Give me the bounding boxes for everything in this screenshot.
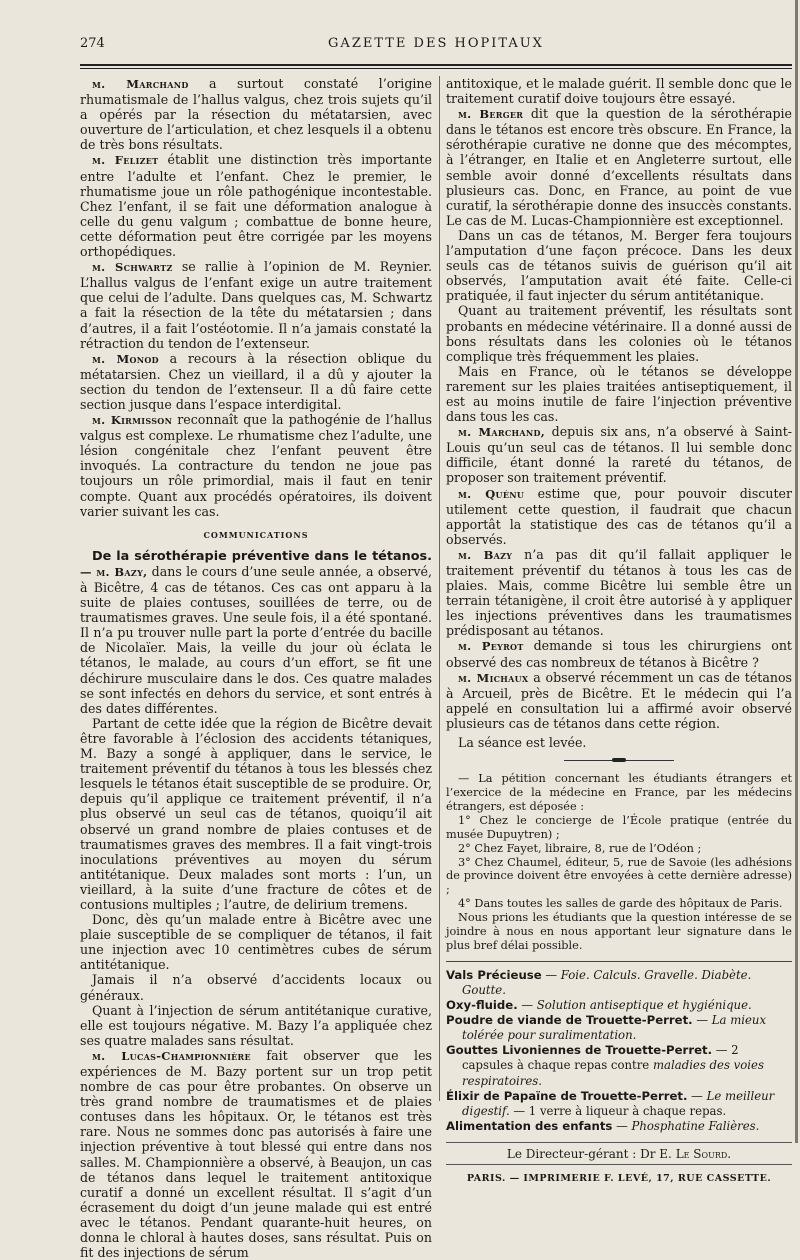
header-rule <box>80 64 792 66</box>
speaker-name: m. Bazy <box>458 547 513 562</box>
paragraph: m. Michaux a observé récemment un cas de tétanos à Arcueil, près de Bicêtre. Et le médecin qui l’a appelé en consultation lui a affirmé avoir observé plusieurs cas de tétanos dans cette région. <box>446 669 793 731</box>
advertisements <box>446 968 792 1134</box>
paragraph: m. Lucas-Championnière fait observer que les expériences de M. Bazy portent sur un trop petit nombre de cas pour être probantes. On observe un très grand nombre de traumatismes et de plaies contuses dans les hôpitaux. Or, le tétanos est très rare. Nous ne sommes donc pas autorisés à faire une injection préventive à tout blessé qui entre dans nos salles. M. Championnière a observé, à Beaujon, un cas de tétanos dans lequel le traitement antitoxique curatif a donné un excellent résultat. Il s’agit d’un écrasement du doigt d’un jeune malade qui est entré avec le tétanos. Pendant quarante-huit heures, on donna le chloral à hautes doses, sans résultat. Puis on fit des injections de sérum <box>80 1047 432 1260</box>
ads-separator <box>446 961 792 962</box>
speaker-name: — m. Bazy, <box>80 564 148 579</box>
paragraph: 1° Chez le concierge de l’École pratique (entrée du musée Dupuytren) ; <box>446 813 792 841</box>
speaker-name: m. Peyrot <box>458 639 524 654</box>
ad-description: La mieux tolérée pour suralimentation. <box>462 1013 767 1043</box>
page-edge <box>795 0 798 1143</box>
paragraph: Donc, dès qu’un malade entre à Bicêtre avec une plaie susceptible de se compliquer de tétanos, il fait une injection avec 10 centimètres cubes de sérum antitétanique. <box>80 912 432 973</box>
paragraph: Partant de cette idée que la région de Bicêtre devait être favorable à l’éclosion des accidents tétaniques, M. Bazy a songé à appliquer, dans le service, le traitement préventif du tétanos à tous les blessés chez lesquels le tétanos était susceptible de se produire. Or, depuis qu’il applique ce traitement préventif, il n’a plus observé un seul cas de tétanos, quoiqu’il ait observé un grand nombre de plaies contuses et de traumatismes graves des membres. Il a fait vingt-trois inoculations préventives au moyen du sérum antitétanique. Deux malades sont morts : l’un, un vieillard, à la suite d’une fracture de côtes et de contusions multiples ; l’autre, de delirium tremens. <box>80 715 432 912</box>
paragraph: De la sérothérapie préventive dans le tétanos.— m. Bazy, dans le cours d’une seule année, a observé, à Bicêtre, 4 cas de tétanos. Ces cas ont apparu à la suite de plaies contuses, souillées de terre, ou de traumatismes graves. Une seule fois, il a été spontané. Il n’a pu trouver nulle part la porte d’entrée du bacille de Nicolaïer. Mais, la veille du jour où éclata le tétanos, le malade, au cours d’un effort, se fit une déchirure musculaire dans le dos. Ces quatre malades se sont infectés en dehors du service, et sont entrés à des dates différentes. <box>80 548 432 716</box>
ad-product: Élixir de Papaïne de Trouette-Perret. <box>446 1088 688 1103</box>
paragraph: Quant au traitement préventif, les résultats sont probants en médecine vétérinaire. Il a donné aussi de bons résultats dans les colonies où le tétanos complique très fréquemment les plaies. <box>446 303 792 364</box>
speaker-name: m. Monod <box>92 351 159 366</box>
paragraph: m. Schwartz se rallie à l’opinion de M. Reynier. L’hallus valgus de l’enfant exige un autre traitement que celui de l’adulte. Dans quelques cas, M. Schwartz a fait la résection de la tête du métatarsien ; dans d’autres, il a fait l’ostéotomie. Il n’a jamais constaté la rétraction du tendon de l’extenseur. <box>80 259 432 351</box>
page-number: 274 <box>80 36 105 51</box>
paragraph: 3° Chez Chaumel, éditeur, 5, rue de Savoie (les adhésions de province doivent être envoyées à cette dernière adresse) ; <box>446 855 792 897</box>
speaker-name: m. Lucas-Championnière <box>92 1048 251 1063</box>
ad-description: maladies des voies respiratoires. <box>462 1058 764 1088</box>
ad-item: Élixir de Papaïne de Trouette-Perret. — Le meilleur digestif. — 1 verre à liqueur à chaque repas. <box>446 1088 775 1118</box>
ad-description: Solution antiseptique et hygiénique. <box>536 998 752 1013</box>
column-divider <box>439 76 440 1101</box>
ad-item: Gouttes Livoniennes de Trouette-Perret. — 2 capsules à chaque repas contre maladies des voies respiratoires. <box>446 1043 764 1088</box>
petition-notice <box>446 772 792 953</box>
journal-title: GAZETTE DES HOPITAUX <box>328 36 544 51</box>
paragraph: m. Bazy n’a pas dit qu’il fallait appliquer le traitement préventif du tétanos à tous les cas de plaies. Mais, comme Bicêtre lui semble être un terrain tétanigène, il croit être autorisé à y appliquer les injections préventives dans les traumatismes prédisposant au tétanos. <box>446 546 792 639</box>
ad-item: Oxy-fluide. — Solution antiseptique et hygiénique. <box>446 998 752 1013</box>
paragraph: Nous prions les étudiants que la question intéresse de se joindre à nous en nous apportant leur signature dans le plus bref délai possible. <box>446 911 792 952</box>
speaker-name: m. Quénu <box>458 486 525 501</box>
paragraph: m. Kirmisson reconnaît que la pathogénie de l’hallus valgus est complexe. Le rhumatisme chez l’adulte, une lésion congénitale chez l’enfant peuvent être invoqués. La contracture du tendon ne joue pas toujours un rôle primordial, mais il faut en tenir compte. Quant aux procédés opératoires, ils doivent varier suivant les cas. <box>80 412 432 519</box>
header-rule-thin <box>80 68 792 69</box>
paragraph: m. Peyrot demande si tous les chirurgiens ont observé des cas nombreux de tétanos à Bicêtre ? <box>446 638 792 670</box>
page-header <box>80 36 792 58</box>
ad-item: Poudre de viande de Trouette-Perret. — La mieux tolérée pour suralimentation. <box>446 1013 767 1043</box>
paragraph: 2° Chez Fayet, libraire, 8, rue de l’Odéon ; <box>458 841 702 855</box>
ad-description: Le meilleur digestif. <box>462 1088 775 1118</box>
speaker-name: m. Marchand, <box>458 425 546 440</box>
speaker-name: m. Kirmisson <box>92 413 173 428</box>
session-closing: La séance est levée. <box>458 735 587 751</box>
paragraph: Dans un cas de tétanos, M. Berger fera toujours l’amputation d’une façon précoce. Dans les deux seuls cas de tétanos suivis de guérison qu’il ait observés, l’amputation avait été faite. Celle-ci pratiquée, il faut injecter du sérum antitétanique. <box>446 227 792 304</box>
paragraph: Jamais il n’a observé d’accidents locaux ou généraux. <box>80 972 432 1003</box>
paragraph: 4° Dans toutes les salles de garde des hôpitaux de Paris. <box>458 897 783 911</box>
speaker-name: m. Michaux <box>458 670 529 685</box>
paragraph: m. Quénu estime que, pour pouvoir discuter utilement cette question, il faudrait que chacun apportât la statistique des cas de tétanos qu’il a observés. <box>446 485 792 547</box>
ad-description: Foie. Calculs. Gravelle. Diabète. Goutte. <box>462 967 752 997</box>
director-signature: Le Directeur-gérant : Dr E. Le Sourd. <box>506 1146 732 1161</box>
paragraph: Quant à l’injection de sérum antitétanique curative, elle est toujours négative. M. Bazy l’a appliquée chez ses quatre malades sans résultat. <box>80 1002 432 1048</box>
speaker-name: m. Marchand <box>92 77 189 91</box>
paragraph: m. Berger dit que la question de la sérothérapie dans le tétanos est encore très obscure. En France, la sérothérapie curative ne donne que des mécomptes, à l’étranger, en Italie et en Angleterre surtout, elle semble avoir donné d’excellents résultats dans plusieurs cas. Donc, en France, au point de vue curatif, la sérothérapie donne des insuccès constants. Le cas de M. Lucas-Championnière est exceptionnel. <box>446 106 792 228</box>
paragraph: — La pétition concernant les étudiants étrangers et l’exercice de la médecine en France, par les médecins étrangers, est déposée : <box>446 772 792 813</box>
article-title: De la sérothérapie préventive dans le tétanos. <box>92 548 432 564</box>
ad-product: Vals Précieuse <box>446 967 542 982</box>
ad-product: Poudre de viande de Trouette-Perret. <box>446 1013 693 1028</box>
ad-item: Alimentation des enfants — Phosphatine Falières. <box>446 1118 760 1133</box>
paragraph: antitoxique, et le malade guérit. Il semble donc que le traitement curatif doive toujours être essayé. <box>446 76 792 107</box>
speaker-name: m. Schwartz <box>92 260 173 275</box>
footer-rule <box>446 1164 792 1165</box>
ad-item: Vals Précieuse — Foie. Calculs. Gravelle. Diabète. Goutte. <box>446 967 752 997</box>
speaker-name: m. Berger <box>458 107 524 122</box>
left-column <box>80 76 432 1260</box>
right-column <box>446 76 792 1186</box>
paragraph: m. Marchand a surtout constaté l’origine rhumatismale de l’hallus valgus, chez trois sujets qu’il a opérés par la résection du métatarsien, avec ouverture de l’articulation, et chez lesquels il a obtenu de très bons résultats. <box>80 76 432 153</box>
director-name: Le Sourd <box>675 1146 728 1161</box>
paragraph: m. Felizet établit une distinction très importante entre l’adulte et l’enfant. Chez le premier, le rhumatisme joue un rôle pathogénique incontestable. Chez l’enfant, il se fait une déformation analogue à celle du genu valgum ; combattue de bonne heure, cette déformation peut être corrigée par les moyens orthopédiques. <box>80 152 432 260</box>
paragraph: m. Monod a recours à la résection oblique du métatarsien. Chez un vieillard, il a dû y ajouter la section du tendon de l’extenseur. Il a dû faire cette section jusque dans l’espace interdigital. <box>80 350 433 412</box>
paragraph: m. Marchand, depuis six ans, n’a observé à Saint-Louis qu’un seul cas de tétanos. Il lui semble donc difficile, étant donné la rareté du tétanos, de proposer son traitement préventif. <box>446 424 793 486</box>
ad-product: Alimentation des enfants <box>446 1118 613 1133</box>
ad-product: Gouttes Livoniennes de Trouette-Perret. <box>446 1043 713 1058</box>
section-heading: communications <box>203 527 309 541</box>
ad-product: Oxy-fluide. <box>446 998 518 1013</box>
ornament-divider <box>446 756 792 766</box>
speaker-name: m. Felizet <box>92 153 159 168</box>
printer-imprint: PARIS. — IMPRIMERIE F. LEVÉ, 17, RUE CASSETTE. <box>466 1173 772 1185</box>
paragraph: Mais en France, où le tétanos se développe rarement sur les plaies traitées antiseptiquement, il est au moins inutile de faire l’injection préventive dans tous les cas. <box>446 363 792 425</box>
ad-description: Phosphatine Falières. <box>631 1118 760 1133</box>
